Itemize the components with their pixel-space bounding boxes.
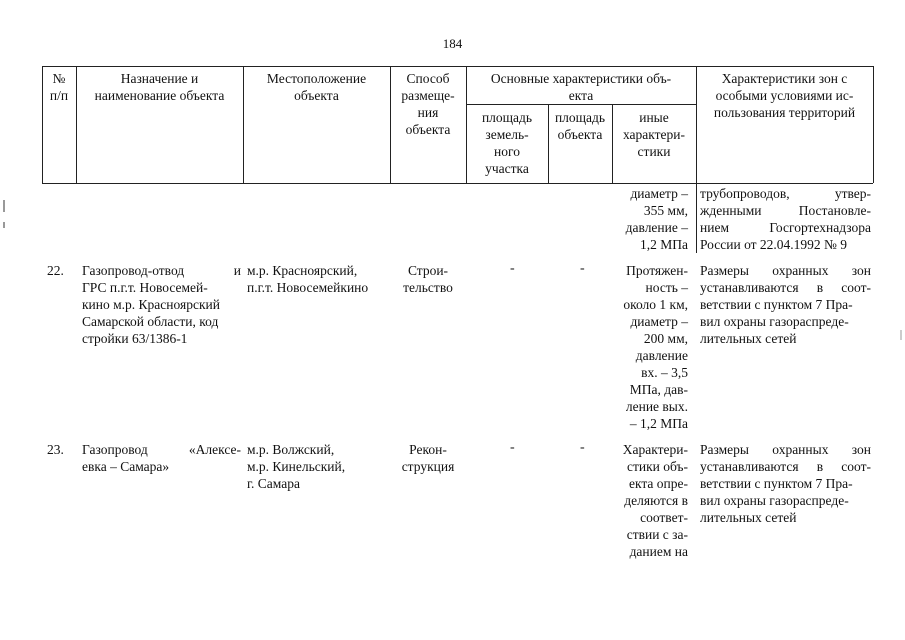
object-name: [82, 441, 241, 458]
header-column-rule: [873, 66, 874, 183]
other-characteristics: данием на: [629, 544, 688, 559]
other-characteristics: ление вых.: [625, 399, 688, 414]
object-location: м.р. Красноярский,: [247, 263, 358, 278]
header-no: №: [52, 71, 66, 86]
zone-characteristics-word: соот-: [841, 280, 871, 295]
zone-characteristics-word: зон: [851, 263, 871, 278]
continuation-zones: [700, 185, 871, 202]
placement-method: тельство: [403, 280, 453, 295]
zone-characteristics-word: Размеры: [700, 442, 749, 457]
continuation-other: 355 мм,: [643, 203, 688, 218]
continuation-other: давление –: [625, 220, 688, 235]
row-number: 22.: [47, 263, 64, 278]
land-area-value: -: [510, 440, 515, 455]
zone-characteristics-word: зон: [851, 442, 871, 457]
continuation-zones-word: трубопроводов,: [700, 186, 790, 201]
object-name-word: Газопровод-отвод: [82, 263, 185, 278]
other-characteristics: ствии с за-: [626, 527, 688, 542]
placement-method: Строи-: [407, 263, 449, 278]
continuation-zones-word: нием: [700, 220, 729, 235]
continuation-zones: [700, 202, 871, 219]
zone-characteristics-word: в: [816, 459, 824, 474]
zone-characteristics-word: Размеры: [700, 263, 749, 278]
row-number: 23.: [47, 442, 64, 457]
continuation-zones-word: утвер-: [834, 186, 871, 201]
object-location: п.г.т. Новосемейкино: [247, 280, 369, 295]
object-name: стройки 63/1386-1: [82, 331, 188, 346]
continuation-zones-word: жденными: [700, 203, 762, 218]
other-characteristics: диаметр –: [630, 314, 688, 329]
header-other-characteristics: характери-: [622, 127, 686, 142]
header-area-land: земель-: [485, 127, 529, 142]
header-bottom-rule: [42, 183, 873, 184]
other-characteristics: ность –: [645, 280, 688, 295]
zone-characteristics: вил охраны газораспреде-: [700, 493, 849, 508]
header-zones: пользования территорий: [713, 105, 856, 120]
zone-characteristics: вил охраны газораспреде-: [700, 314, 849, 329]
header-other-characteristics: иные: [639, 110, 669, 125]
zone-characteristics: лительных сетей: [700, 331, 797, 346]
zone-characteristics: [700, 279, 871, 296]
header-method: Способ: [406, 71, 450, 86]
object-name: ГРС п.г.т. Новосемей-: [82, 280, 208, 295]
zone-characteristics-word: охранных: [772, 263, 829, 278]
continuation-other: диаметр –: [630, 186, 688, 201]
zone-characteristics-word: устанавливаются: [700, 280, 799, 295]
land-area-value: -: [510, 261, 515, 276]
header-subcolumn-rule: [466, 104, 696, 105]
object-area-value: -: [580, 261, 585, 276]
other-characteristics: екта опре-: [628, 476, 688, 491]
object-name: евка – Самара»: [82, 459, 170, 474]
zone-characteristics: [700, 262, 871, 279]
header-area-object: площадь: [554, 110, 606, 125]
object-area-value: -: [580, 440, 585, 455]
header-column-rule: [390, 66, 391, 183]
header-name: наименование объекта: [94, 88, 225, 103]
header-location: Местоположение: [266, 71, 367, 86]
object-location: м.р. Волжский,: [247, 442, 335, 457]
scan-edge-mark: [3, 222, 5, 228]
zone-characteristics-word: соот-: [841, 459, 871, 474]
continuation-zones: [700, 219, 871, 236]
other-characteristics: вх. – 3,5: [641, 365, 688, 380]
header-column-rule: [243, 66, 244, 183]
zone-characteristics-word: охранных: [772, 442, 829, 457]
other-characteristics: соответ-: [640, 510, 688, 525]
object-location: м.р. Кинельский,: [247, 459, 346, 474]
object-name: кино м.р. Красноярский: [82, 297, 220, 312]
other-characteristics: – 1,2 МПа: [629, 416, 688, 431]
zone-characteristics: [700, 458, 871, 475]
other-characteristics: стики объ-: [626, 459, 688, 474]
header-column-rule: [696, 66, 697, 183]
header-main-characteristics: Основные характеристики объ-: [490, 71, 672, 86]
other-characteristics: МПа, дав-: [629, 382, 688, 397]
header-zones: Характеристики зон с: [721, 71, 848, 86]
zone-characteristics: ветствии с пунктом 7 Пра-: [700, 297, 853, 312]
zone-characteristics-word: в: [816, 280, 824, 295]
header-method: объекта: [405, 122, 451, 137]
header-other-characteristics: стики: [637, 144, 671, 159]
object-name: Самарской области, код: [82, 314, 219, 329]
continuation-zones-word: Госгортехнадзора: [769, 220, 871, 235]
header-method: ния: [417, 105, 439, 120]
header-area-land: участка: [485, 161, 529, 176]
placement-method: Рекон-: [409, 442, 447, 457]
header-column-rule: [76, 66, 77, 183]
continuation-zones: России от 22.04.1992 № 9: [700, 237, 848, 252]
scan-edge-mark: [3, 200, 5, 212]
object-name-word: Газопровод: [82, 442, 148, 457]
continuation-other: 1,2 МПа: [640, 237, 688, 252]
continuation-zones-word: Постановле-: [798, 203, 871, 218]
header-area-land: ного: [494, 144, 520, 159]
header-no: п/п: [49, 88, 69, 103]
header-area-object: объекта: [557, 127, 603, 142]
header-main-characteristics: екта: [568, 88, 594, 103]
scan-edge-mark: [900, 330, 902, 340]
object-name-word: «Алексе-: [188, 442, 241, 457]
header-name: Назначение и: [120, 71, 199, 86]
other-characteristics: деляются в: [624, 493, 688, 508]
other-characteristics: Характери-: [622, 442, 688, 457]
header-location: объекта: [294, 88, 339, 103]
other-characteristics: давление: [635, 348, 688, 363]
other-characteristics: Протяжен-: [626, 263, 688, 278]
object-name: [82, 262, 241, 279]
header-column-rule: [612, 104, 613, 183]
header-zones: особыми условиями ис-: [715, 88, 854, 103]
zone-characteristics: лительных сетей: [700, 510, 797, 525]
zone-characteristics-word: устанавливаются: [700, 459, 799, 474]
object-location: г. Самара: [247, 476, 300, 491]
header-top-rule: [42, 66, 873, 67]
object-name-word: и: [233, 263, 241, 278]
header-method: размеще-: [401, 88, 455, 103]
zone-characteristics: [700, 441, 871, 458]
page-number: 184: [442, 36, 463, 51]
other-characteristics: около 1 км,: [623, 297, 688, 312]
placement-method: струкция: [401, 459, 455, 474]
body-column-rule: [696, 183, 697, 253]
header-area-land: площадь: [481, 110, 533, 125]
other-characteristics: 200 мм,: [643, 331, 688, 346]
zone-characteristics: ветствии с пунктом 7 Пра-: [700, 476, 853, 491]
